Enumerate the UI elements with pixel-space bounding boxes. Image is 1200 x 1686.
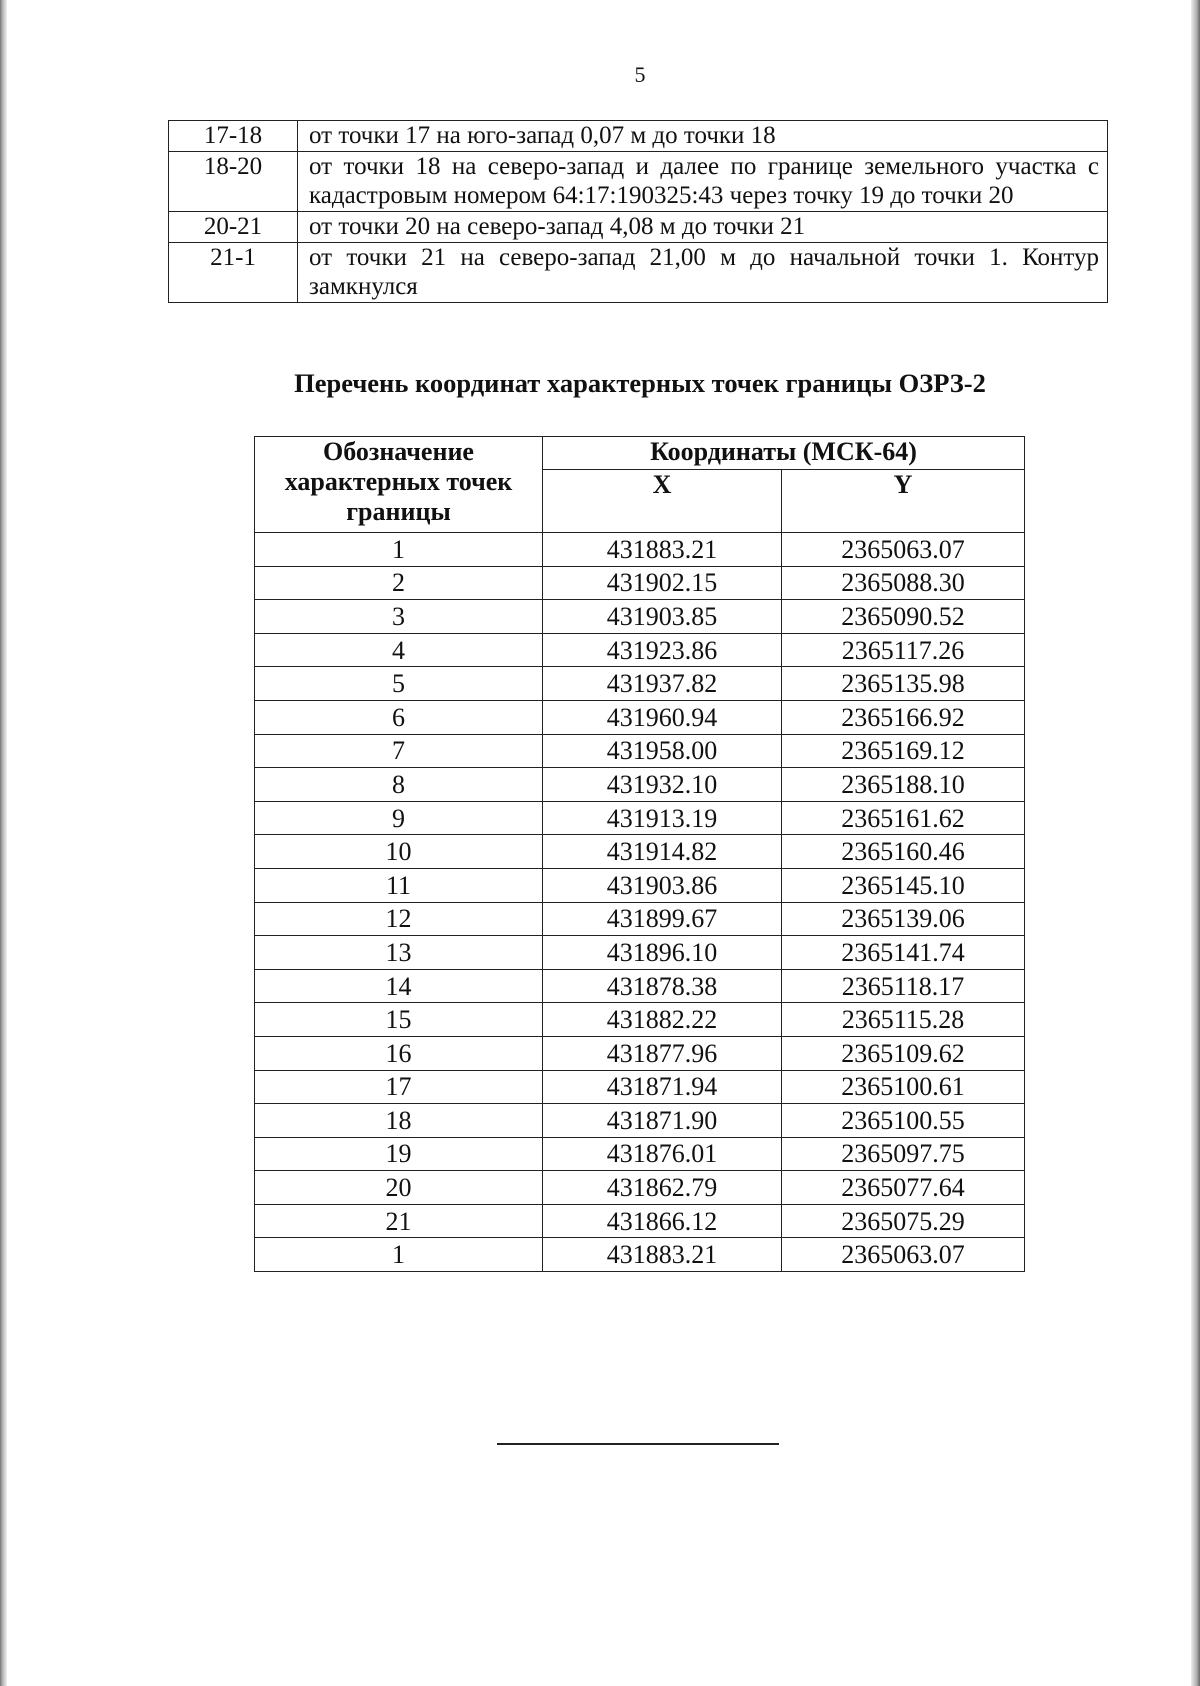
point-id: 1 [255, 1238, 543, 1272]
table-row [255, 1238, 1025, 1272]
coordinates-table-body [255, 533, 1025, 1272]
header-point-designation: Обозначение характерных точек границы [255, 437, 543, 533]
scan-edge-left [0, 0, 7, 1686]
coord-y: 2365075.29 [782, 1204, 1025, 1238]
signature-line [497, 1443, 779, 1445]
point-id: 4 [255, 633, 543, 667]
point-id: 7 [255, 734, 543, 768]
table-row [169, 212, 1108, 243]
coord-y: 2365117.26 [782, 633, 1025, 667]
scan-edge-right [1191, 0, 1200, 1686]
coord-x: 431871.94 [543, 1070, 782, 1104]
point-id: 16 [255, 1036, 543, 1070]
coordinates-table [254, 436, 1025, 1272]
segment-id: 21-1 [169, 243, 298, 303]
point-id: 17 [255, 1070, 543, 1104]
coord-y: 2365166.92 [782, 700, 1025, 734]
coord-x: 431914.82 [543, 835, 782, 869]
coord-y: 2365169.12 [782, 734, 1025, 768]
coord-y: 2365145.10 [782, 868, 1025, 902]
coord-y: 2365063.07 [782, 533, 1025, 567]
table-row [255, 768, 1025, 802]
table-row [169, 243, 1108, 303]
table-row [255, 801, 1025, 835]
coord-y: 2365188.10 [782, 768, 1025, 802]
coord-x: 431871.90 [543, 1104, 782, 1138]
segment-description: от точки 20 на северо-запад 4,08 м до точки 21 [298, 212, 1108, 243]
header-coordinates: Координаты (МСК-64) [543, 437, 1025, 470]
point-id: 12 [255, 902, 543, 936]
point-id: 2 [255, 566, 543, 600]
coord-y: 2365115.28 [782, 1003, 1025, 1037]
coord-x: 431877.96 [543, 1036, 782, 1070]
table-row [255, 902, 1025, 936]
segment-description: от точки 18 на северо-запад и далее по границе земельного участка с кадастровым номером 64:17:190325:43 через точку 19 до точки 20 [298, 152, 1108, 212]
coord-x: 431923.86 [543, 633, 782, 667]
segment-id: 20-21 [169, 212, 298, 243]
point-id: 11 [255, 868, 543, 902]
coord-x: 431902.15 [543, 566, 782, 600]
table-row [169, 152, 1108, 212]
coord-y: 2365109.62 [782, 1036, 1025, 1070]
table-row [255, 533, 1025, 567]
coord-x: 431883.21 [543, 533, 782, 567]
coord-y: 2365088.30 [782, 566, 1025, 600]
section-title: Перечень координат характерных точек границы ОЗРЗ-2 [294, 368, 986, 398]
table-row [255, 1036, 1025, 1070]
table-row [255, 633, 1025, 667]
table-row [255, 1070, 1025, 1104]
coord-x: 431862.79 [543, 1171, 782, 1205]
coord-x: 431896.10 [543, 936, 782, 970]
coord-x: 431932.10 [543, 768, 782, 802]
table-row [255, 700, 1025, 734]
table-row [255, 868, 1025, 902]
table-row [255, 936, 1025, 970]
segment-id: 17-18 [169, 121, 298, 152]
segment-description: от точки 17 на юго-запад 0,07 м до точки 18 [298, 121, 1108, 152]
segment-description-table [168, 120, 1108, 303]
point-id: 8 [255, 768, 543, 802]
coord-y: 2365077.64 [782, 1171, 1025, 1205]
coord-y: 2365161.62 [782, 801, 1025, 835]
table-row [255, 734, 1025, 768]
coord-y: 2365097.75 [782, 1137, 1025, 1171]
coord-y: 2365141.74 [782, 936, 1025, 970]
table-row [255, 566, 1025, 600]
coord-x: 431882.22 [543, 1003, 782, 1037]
point-id: 20 [255, 1171, 543, 1205]
coord-x: 431903.86 [543, 868, 782, 902]
point-id: 10 [255, 835, 543, 869]
table-row [255, 835, 1025, 869]
coord-y: 2365100.61 [782, 1070, 1025, 1104]
header-y: Y [782, 470, 1025, 533]
coord-x: 431937.82 [543, 667, 782, 701]
coord-x: 431876.01 [543, 1137, 782, 1171]
coord-y: 2365160.46 [782, 835, 1025, 869]
coord-y: 2365139.06 [782, 902, 1025, 936]
table-row [255, 600, 1025, 634]
table-row [255, 1104, 1025, 1138]
table-header-row [255, 437, 1025, 470]
coord-y: 2365118.17 [782, 969, 1025, 1003]
table-row [255, 1003, 1025, 1037]
table-row [255, 1171, 1025, 1205]
coord-x: 431878.38 [543, 969, 782, 1003]
coord-x: 431960.94 [543, 700, 782, 734]
point-id: 3 [255, 600, 543, 634]
page-number: 5 [634, 62, 646, 87]
segment-description: от точки 21 на северо-запад 21,00 м до начальной точки 1. Контур замкнулся [298, 243, 1108, 303]
table-row [255, 1137, 1025, 1171]
point-id: 13 [255, 936, 543, 970]
point-id: 14 [255, 969, 543, 1003]
coord-y: 2365090.52 [782, 600, 1025, 634]
table-row [255, 969, 1025, 1003]
point-id: 15 [255, 1003, 543, 1037]
coord-y: 2365100.55 [782, 1104, 1025, 1138]
point-id: 9 [255, 801, 543, 835]
coord-x: 431866.12 [543, 1204, 782, 1238]
coord-x: 431903.85 [543, 600, 782, 634]
coord-x: 431913.19 [543, 801, 782, 835]
segment-id: 18-20 [169, 152, 298, 212]
header-x: X [543, 470, 782, 533]
coord-x: 431883.21 [543, 1238, 782, 1272]
table-row [255, 667, 1025, 701]
coord-x: 431958.00 [543, 734, 782, 768]
coord-x: 431899.67 [543, 902, 782, 936]
table-row [169, 121, 1108, 152]
coord-y: 2365135.98 [782, 667, 1025, 701]
coord-y: 2365063.07 [782, 1238, 1025, 1272]
point-id: 1 [255, 533, 543, 567]
point-id: 21 [255, 1204, 543, 1238]
point-id: 19 [255, 1137, 543, 1171]
table-row [255, 1204, 1025, 1238]
point-id: 6 [255, 700, 543, 734]
point-id: 18 [255, 1104, 543, 1138]
point-id: 5 [255, 667, 543, 701]
